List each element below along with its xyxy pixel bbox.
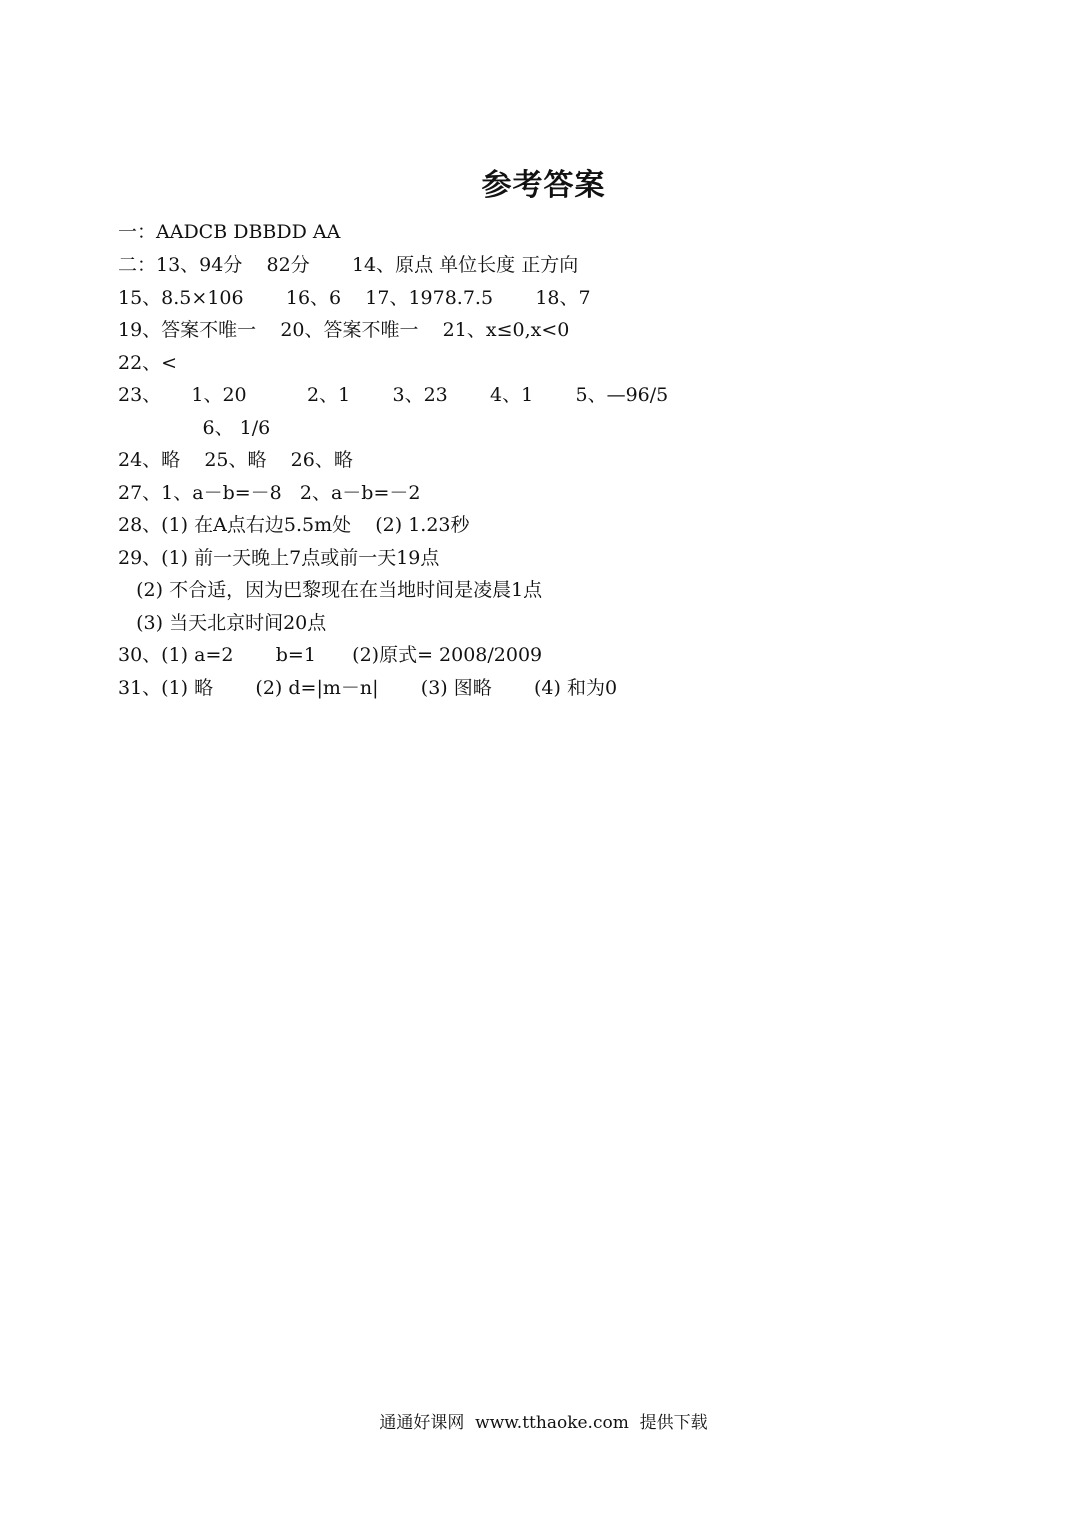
footer-text: 通通好课网 www.tthaoke.com 提供下载 <box>379 1413 708 1433</box>
page-title: 参考答案 <box>481 168 606 203</box>
answer-line-4: 19、答案不唯一 20、答案不唯一 21、x≤0,x<0 <box>118 319 570 341</box>
answer-line-1: 一：AADCB DBBDD AA <box>118 221 341 243</box>
answer-line-5: 22、< <box>118 352 178 374</box>
answer-line-12: (2) 不合适，因为巴黎现在在当地时间是凌晨1点 <box>118 579 543 601</box>
answer-line-11: 29、(1) 前一天晚上7点或前一天19点 <box>118 547 440 569</box>
answer-line-3: 15、8.5×106 16、6 17、1978.7.5 18、7 <box>118 287 591 309</box>
answer-line-15: 31、(1) 略 (2) d=|m－n| (3) 图略 (4) 和为0 <box>118 677 618 699</box>
answer-line-7: 6、 1/6 <box>118 417 271 439</box>
answer-line-13: (3) 当天北京时间20点 <box>118 612 327 634</box>
answer-line-10: 28、(1) 在A点右边5.5m处 (2) 1.23秒 <box>118 514 470 536</box>
answer-line-2: 二：13、94分 82分 14、原点 单位长度 正方向 <box>118 254 579 276</box>
answer-line-8: 24、略 25、略 26、略 <box>118 449 353 471</box>
answer-line-14: 30、(1) a=2 b=1 (2)原式= 2008/2009 <box>118 644 543 666</box>
answer-line-6: 23、 1、20 2、1 3、23 4、1 5、—96/5 <box>118 384 669 406</box>
answer-line-9: 27、1、a－b=－8 2、a－b=－2 <box>118 482 421 504</box>
